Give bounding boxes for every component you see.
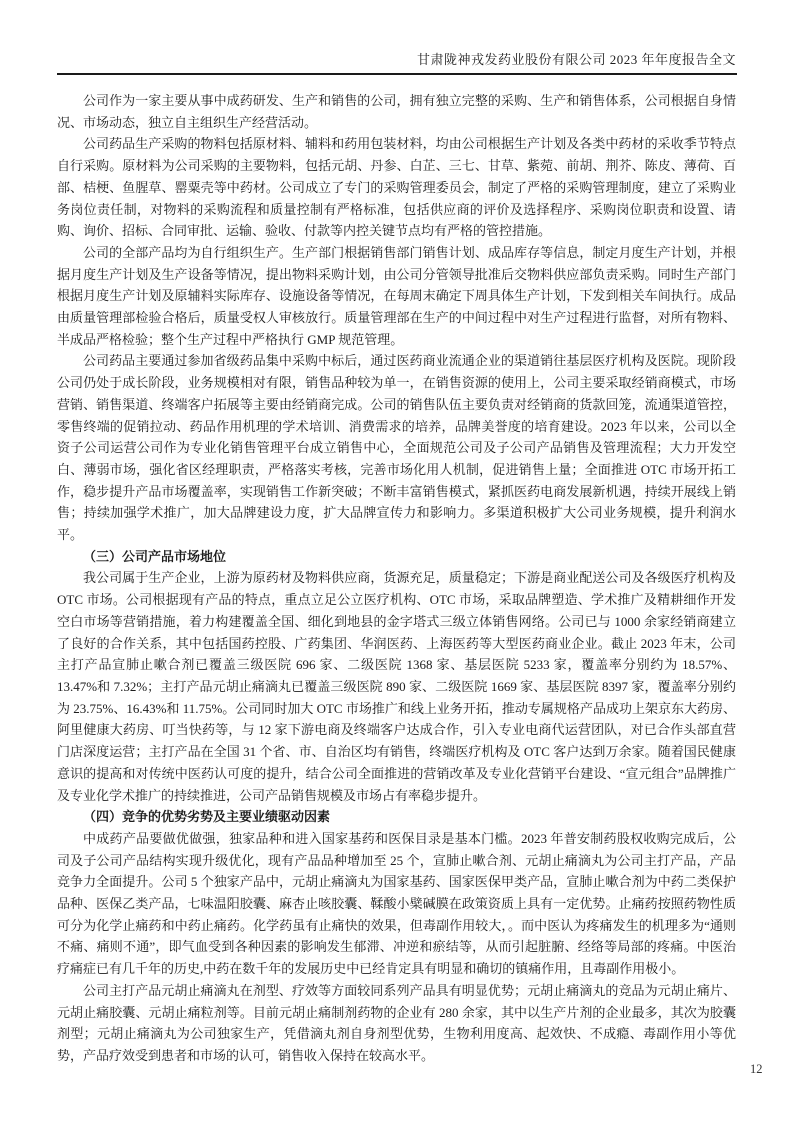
body-paragraph: 公司的全部产品均为自行组织生产。生产部门根据销售部门销售计划、成品库存等信息，制定月度生产计划，并根据月度生产计划及生产设备等情况，提出物料采购计划，由公司分管领导批准后交物料供应部负责采购。同时生产部门根据月度生产计划及原辅料实际库存、设施设备等情况，在每周末确定下周具体生产计划，下发到相关车间执行。成品由质量管理部检验合格后，质量受权人审核放行。质量管理部在生产的中间过程中对生产过程进行监督，对所有物料、半成品严格检验；整个生产过程中严格执行 GMP 规范管理。	[57, 244, 736, 347]
page-number: 12	[750, 1062, 763, 1076]
body-paragraph: 公司主打产品元胡止痛滴丸在剂型、疗效等方面较同系列产品具有明显优势；元胡止痛滴丸的竞品为元胡止痛片、元胡止痛胶囊、元胡止痛粒剂等。目前元胡止痛制剂药物的企业有 280 余家，其中以生产片剂的企业最多，其次为胶囊剂型；元胡止痛滴丸为公司独家生产，凭借滴丸剂自身剂型优势，生物利用度高、起效快、不成瘾、毒副作用小等优势，产品疗效受到患者和市场的认可，销售收入保持在较高水平。	[57, 982, 736, 1063]
body-paragraph: 公司药品生产采购的物料包括原材料、辅料和药用包装材料，均由公司根据生产计划及各类中药材的采收季节特点自行采购。原材料为公司采购的主要物料，包括元胡、丹参、白芷、三七、甘草、紫菀、前胡、荆芥、陈皮、薄荷、百部、桔梗、鱼腥草、罂粟壳等中药材。公司成立了专门的采购管理委员会，制定了严格的采购管理制度，建立了采购业务岗位责任制，对物料的采购流程和质量控制有严格标准，包括供应商的评价及选择程序、采购岗位职责和设置、请购、询价、招标、合同审批、运输、验收、付款等内控关键节点均有严格的管控措施。	[57, 136, 736, 239]
body-paragraph: 公司药品主要通过参加省级药品集中采购中标后，通过医药商业流通企业的渠道销往基层医疗机构及医院。现阶段公司仍处于成长阶段，业务规模相对有限，销售品种较为单一，在销售资源的使用上，公司主要采取经销商模式，市场营销、销售渠道、终端客户拓展等主要由经销商完成。公司的销售队伍主要负责对经销商的货款回笼，流通渠道管控，零售终端的促销拉动、药品作用机理的学术培训、消费需求的培养，品牌美誉度的培育建设。2023 年以来，公司以全资子公司运营公司作为专业化销售管理平台成立销售中心，全面规范公司及子公司产品销售及管理流程；大力开发空白、薄弱市场，强化省区经理职责，严格落实考核，完善市场化用人机制，促进销售上量；全面推进 OTC 市场开拓工作，稳步提升产品市场覆盖率，实现销售工作新突破；不断丰富销售模式，紧抓医药电商发展新机遇，持续开展线上销售；持续加强学术推广，加大品牌建设力度，扩大品牌宣传力和影响力。多渠道积极扩大公司业务规模，提升利润水平。	[57, 353, 736, 543]
body-paragraph: 我公司属于生产企业，上游为原药材及物料供应商，货源充足，质量稳定；下游是商业配送公司及各级医疗机构及 OTC 市场。公司根据现有产品的特点，重点立足公立医疗机构、OTC 市场，采取品牌塑造、学术推广及精耕细作开发空白市场等营销措施，着力构建覆盖全国、细化到地县的金字塔式三级立体销售网络。公司已与 1000 余家经销商建立了良好的合作关系，其中包括国药控股、广药集团、华润医药、上海医药等大型医药商业企业。截止 2023 年末，公司主打产品宣肺止嗽合剂已覆盖三级医院 696 家、二级医院 1368 家、基层医院 5233 家，覆盖率分别约为 18.57%、13.47%和 7.32%；主打产品元胡止痛滴丸已覆盖三级医院 890 家、二级医院 1669 家、基层医院 8397 家，覆盖率分别约为 23.75%、16.43%和 11.75%。公司同时加大 OTC 市场推广和线上业务开拓，推动专属规格产品成功上架京东大药房、阿里健康大药房、叮当快药等，与 12 家下游电商及终端客户达成合作，引入专业电商代运营团队，对已合作头部直营门店深度运营；主打产品在全国 31 个省、市、自治区均有销售，终端医疗机构及 OTC 客户达到万余家。随着国民健康意识的提高和对传统中医药认可度的提升，结合公司全面推进的营销改革及专业化营销平台建设、“宣元组合”品牌推广及专业化学术推广的持续推进，公司产品销售规模及市场占有率稳步提升。	[57, 570, 736, 803]
body-paragraph: 中成药产品要做优做强，独家品种和进入国家基药和医保目录是基本门槛。2023 年普安制药股权收购完成后，公司及子公司产品结构实现升级优化，现有产品品种增加至 25 个，宣肺止嗽合剂、元胡止痛滴丸为公司主打产品，产品竞争力全面提升。公司 5 个独家产品中，元胡止痛滴丸为国家基药、国家医保甲类产品，宣肺止嗽合剂为中药二类保护品种、医保乙类产品，七味温阳胶囊、麻杏止咳胶囊、鞣酸小檗碱膜在政策资质上具有一定优势。止痛药按照药物性质可分为化学止痛药和中药止痛药。化学药虽有止痛快的效果，但毒副作用较大，。而中医认为疼痛发生的机理多为“通则不痛、痛则不通”，即气血受到各种因素的影响发生郁滞、冲逆和瘀结等，从而引起脏腑、经络等局部的疼痛。中医治疗痛症已有几千年的历史,中药在数千年的发展历史中已经肯定具有明显和确切的镇痛作用，且毒副作用极小。	[57, 830, 736, 977]
body-paragraph: 公司作为一家主要从事中成药研发、生产和销售的公司，拥有独立完整的采购、生产和销售体系，公司根据自身情况、市场动态，独立自主组织生产经营活动。	[57, 93, 736, 130]
section-heading: （四）竞争的优势劣势及主要业绩驱动因素	[83, 809, 331, 825]
section-heading: （三）公司产品市场地位	[83, 548, 227, 564]
report-header-title: 甘肃陇神戎发药业股份有限公司 2023 年年度报告全文	[416, 52, 736, 67]
header-divider	[57, 73, 737, 75]
document-body	[57, 90, 736, 1067]
